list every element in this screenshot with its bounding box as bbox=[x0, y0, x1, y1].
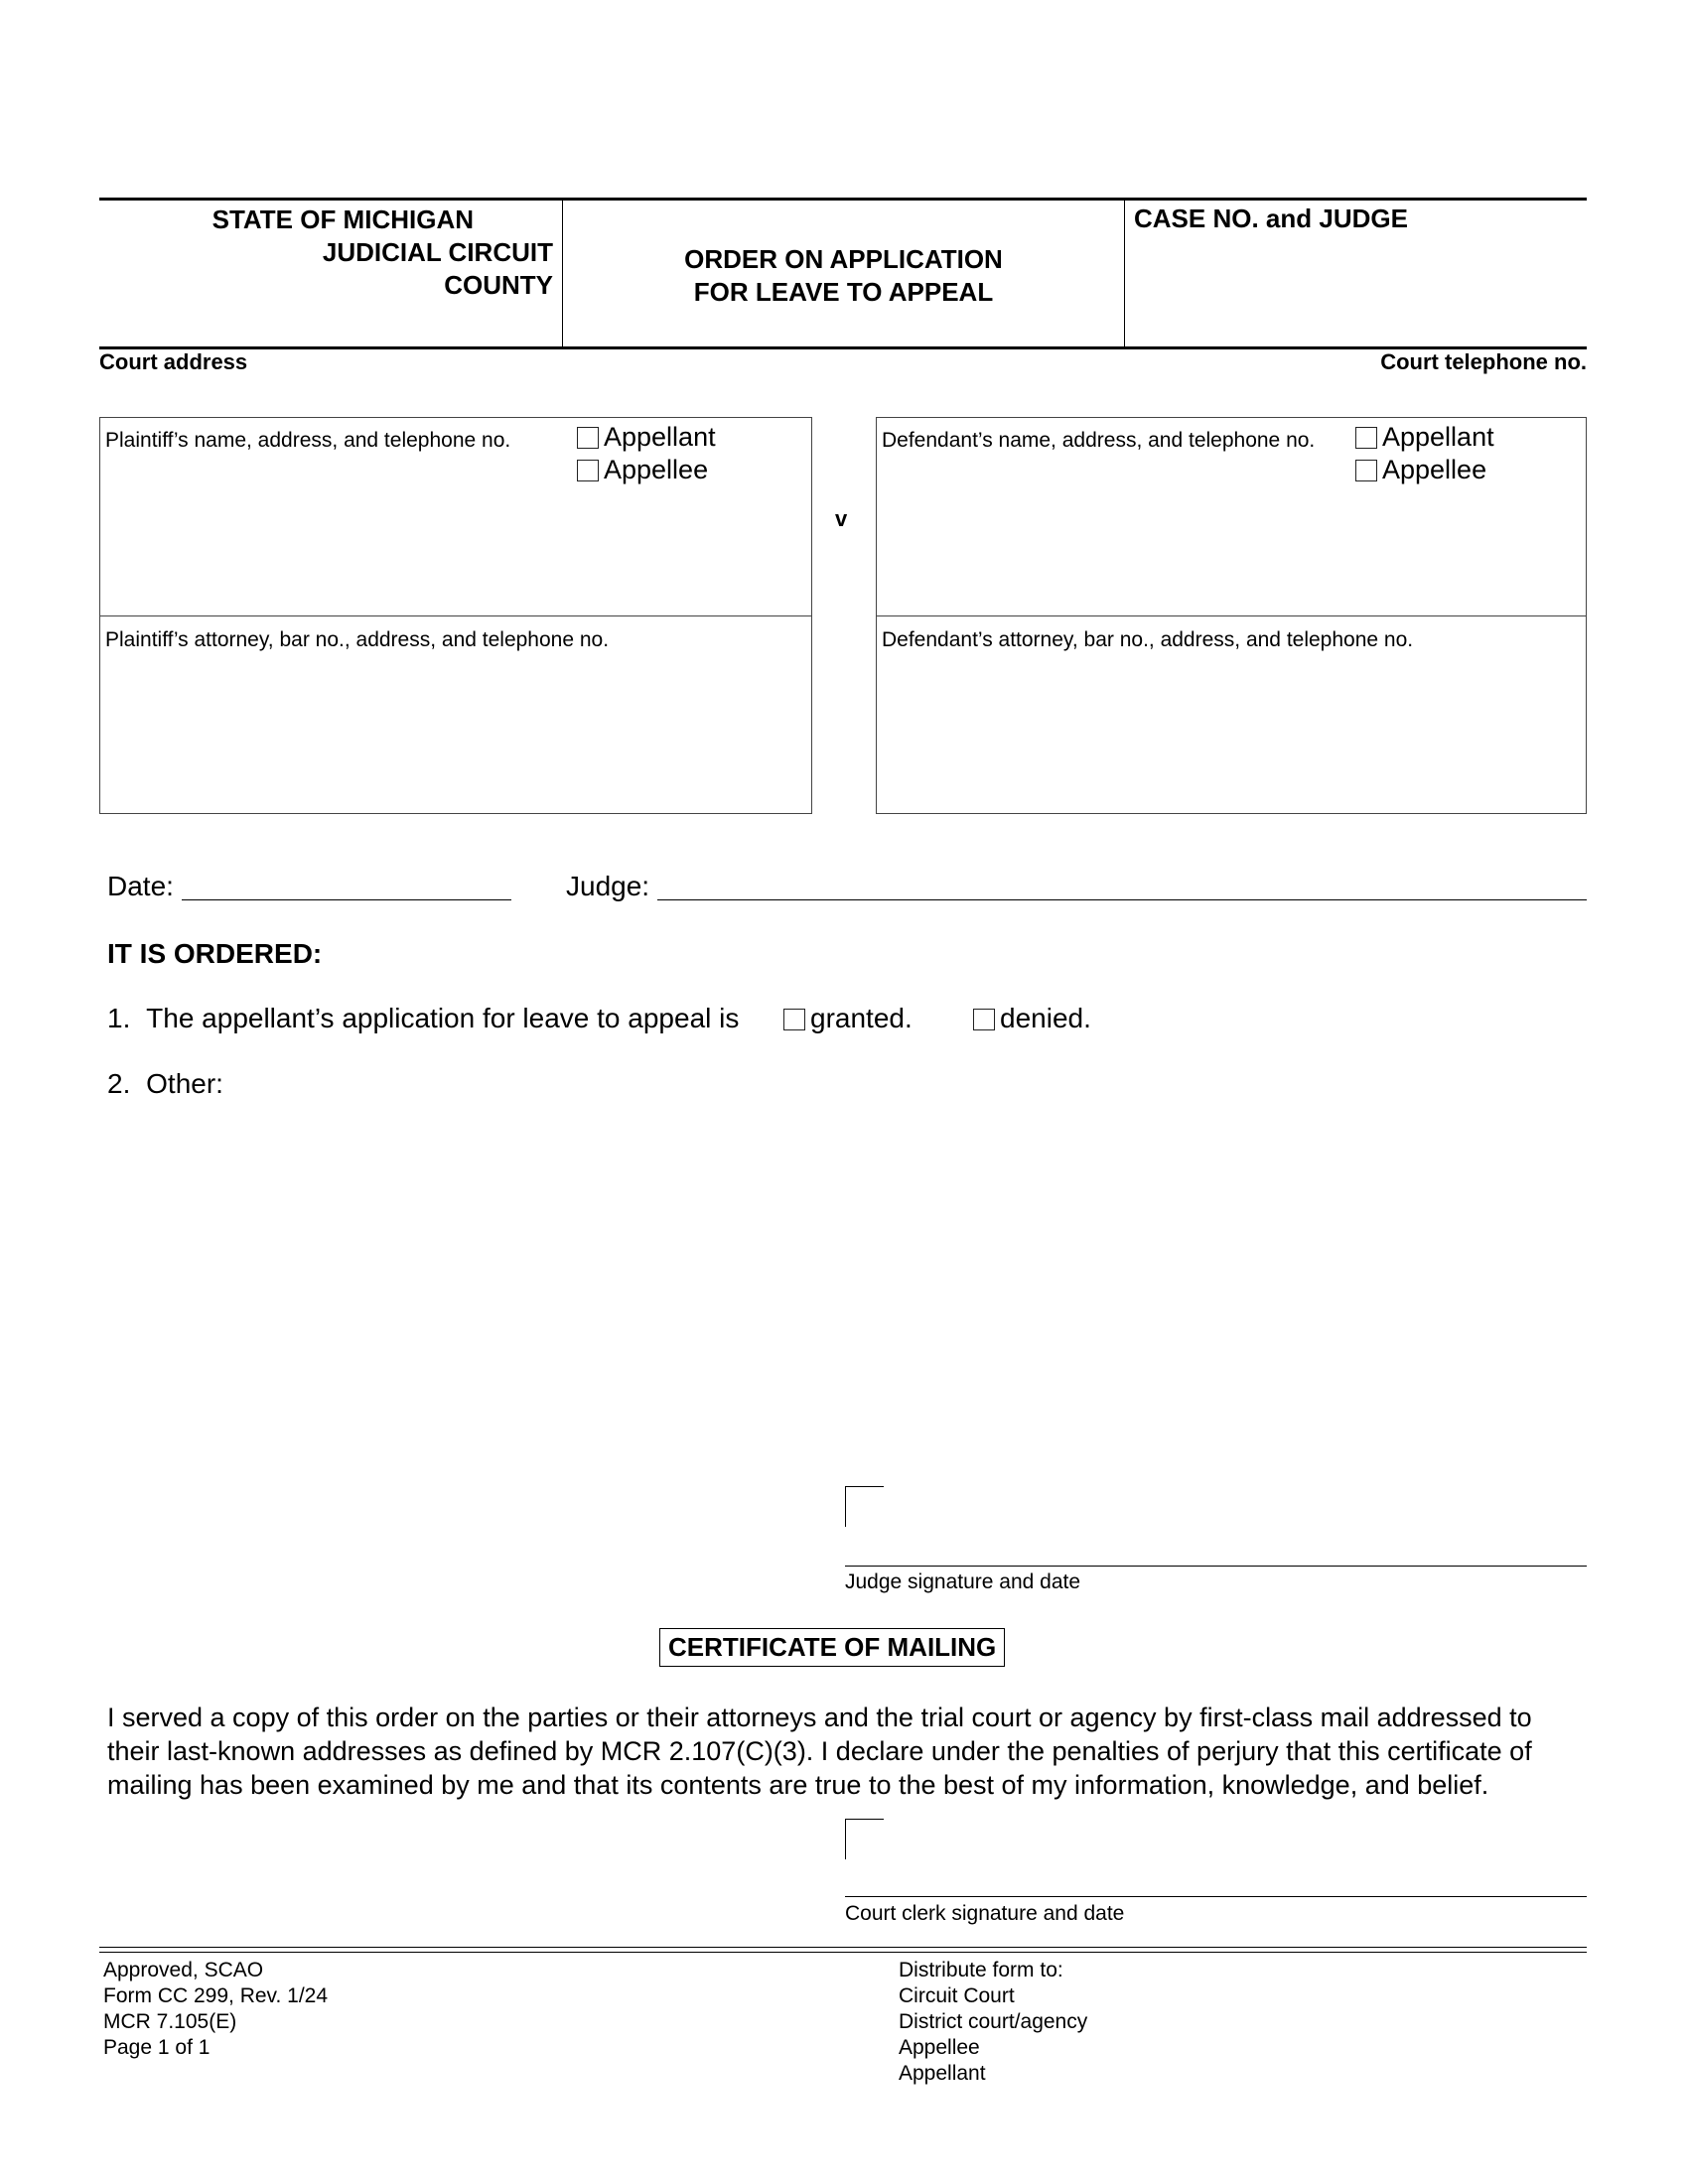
plaintiff-appellant-checkbox[interactable] bbox=[577, 427, 599, 449]
plaintiff-box bbox=[99, 417, 812, 814]
granted-text: granted. bbox=[810, 1003, 913, 1033]
plaintiff-role-options bbox=[577, 421, 716, 486]
header-top-rule bbox=[99, 198, 1587, 201]
judge-label: Judge: bbox=[566, 871, 650, 901]
certificate-title: CERTIFICATE OF MAILING bbox=[659, 1628, 1005, 1667]
order-item-1-number: 1. bbox=[107, 1003, 131, 1033]
plaintiff-appellee-text: Appellee bbox=[604, 455, 709, 484]
order-heading: IT IS ORDERED: bbox=[107, 938, 323, 969]
versus-label: v bbox=[835, 506, 848, 531]
judge-signature-label: Judge signature and date bbox=[845, 1570, 1081, 1593]
court-telephone-label: Court telephone no. bbox=[1380, 349, 1587, 374]
footer-page: Page 1 of 1 bbox=[103, 2036, 211, 2059]
order-item-2-number: 2. bbox=[107, 1068, 131, 1099]
defendant-appellant-checkbox[interactable] bbox=[1355, 427, 1377, 449]
certificate-line-2: their last-known addresses as defined by MCR 2.107(C)(3). I declare under the penalties of perjury that this certificate of bbox=[107, 1736, 1532, 1766]
denied-option[interactable] bbox=[973, 1003, 1091, 1034]
defendant-role-options bbox=[1355, 421, 1494, 486]
footer-rule-bottom bbox=[99, 1952, 1587, 1953]
header-divider-right bbox=[1124, 200, 1125, 346]
county-label: COUNTY bbox=[444, 270, 553, 300]
footer-form-number: Form CC 299, Rev. 1/24 bbox=[103, 1984, 329, 2007]
footer-left bbox=[103, 1958, 328, 2061]
plaintiff-box-divider bbox=[100, 615, 811, 616]
plaintiff-appellee-option[interactable] bbox=[577, 454, 716, 486]
header-bottom-rule bbox=[99, 346, 1587, 349]
judge-field-line[interactable] bbox=[657, 899, 1587, 900]
defendant-appellant-option[interactable] bbox=[1355, 421, 1494, 454]
granted-option[interactable] bbox=[783, 1003, 913, 1034]
denied-text: denied. bbox=[1000, 1003, 1091, 1033]
court-info bbox=[99, 204, 553, 302]
order-item-1-text: The appellant’s application for leave to appeal is bbox=[146, 1003, 740, 1033]
order-item-2-text: Other: bbox=[146, 1068, 223, 1099]
defendant-appellee-option[interactable] bbox=[1355, 454, 1494, 486]
plaintiff-appellee-checkbox[interactable] bbox=[577, 460, 599, 481]
distribute-circuit-court: Circuit Court bbox=[899, 1984, 1015, 2007]
case-no-label: CASE NO. and JUDGE bbox=[1134, 204, 1408, 233]
order-item-2 bbox=[107, 1068, 223, 1100]
granted-checkbox[interactable] bbox=[783, 1009, 805, 1030]
form-title-line1: ORDER ON APPLICATION bbox=[684, 244, 1003, 274]
distribute-appellee: Appellee bbox=[899, 2036, 980, 2059]
defendant-appellant-text: Appellant bbox=[1382, 422, 1494, 452]
date-label: Date: bbox=[107, 871, 174, 901]
footer-approved: Approved, SCAO bbox=[103, 1959, 264, 1981]
clerk-signature-label: Court clerk signature and date bbox=[845, 1902, 1125, 1925]
form-title-line2: FOR LEAVE TO APPEAL bbox=[693, 277, 994, 307]
certificate-line-3: mailing has been examined by me and that its contents are true to the best of my information, knowledge, and belief. bbox=[107, 1770, 1489, 1800]
plaintiff-appellant-text: Appellant bbox=[604, 422, 716, 452]
judge-signature-line[interactable] bbox=[845, 1566, 1587, 1567]
circuit-label: JUDICIAL CIRCUIT bbox=[322, 237, 553, 267]
state-label: STATE OF MICHIGAN bbox=[211, 205, 474, 234]
clerk-signature-line[interactable] bbox=[845, 1896, 1587, 1897]
defendant-appellee-checkbox[interactable] bbox=[1355, 460, 1377, 481]
distribute-district-court: District court/agency bbox=[899, 2010, 1088, 2033]
footer-mcr: MCR 7.105(E) bbox=[103, 2010, 237, 2033]
defendant-attorney-label: Defendant’s attorney, bar no., address, and telephone no. bbox=[882, 628, 1414, 651]
distribute-label: Distribute form to: bbox=[899, 1959, 1063, 1981]
court-address-label: Court address bbox=[99, 349, 248, 374]
defendant-appellee-text: Appellee bbox=[1382, 455, 1487, 484]
defendant-box-divider bbox=[877, 615, 1586, 616]
footer-rule-top bbox=[99, 1947, 1587, 1948]
footer-distribution bbox=[899, 1958, 1087, 2087]
clerk-signature-mark bbox=[845, 1819, 884, 1859]
plaintiff-label: Plaintiff’s name, address, and telephone no. bbox=[105, 429, 511, 452]
denied-checkbox[interactable] bbox=[973, 1009, 995, 1030]
judge-signature-mark bbox=[845, 1486, 884, 1527]
certificate-line-1: I served a copy of this order on the parties or their attorneys and the trial court or agency by first-class mail addressed to bbox=[107, 1703, 1532, 1732]
plaintiff-attorney-label: Plaintiff’s attorney, bar no., address, and telephone no. bbox=[105, 628, 610, 651]
distribute-appellant: Appellant bbox=[899, 2062, 986, 2085]
date-field-line[interactable] bbox=[182, 899, 511, 900]
defendant-label: Defendant’s name, address, and telephone no. bbox=[882, 429, 1316, 452]
certificate-text bbox=[107, 1701, 1587, 1802]
plaintiff-appellant-option[interactable] bbox=[577, 421, 716, 454]
defendant-box bbox=[876, 417, 1587, 814]
form-title bbox=[563, 243, 1124, 309]
